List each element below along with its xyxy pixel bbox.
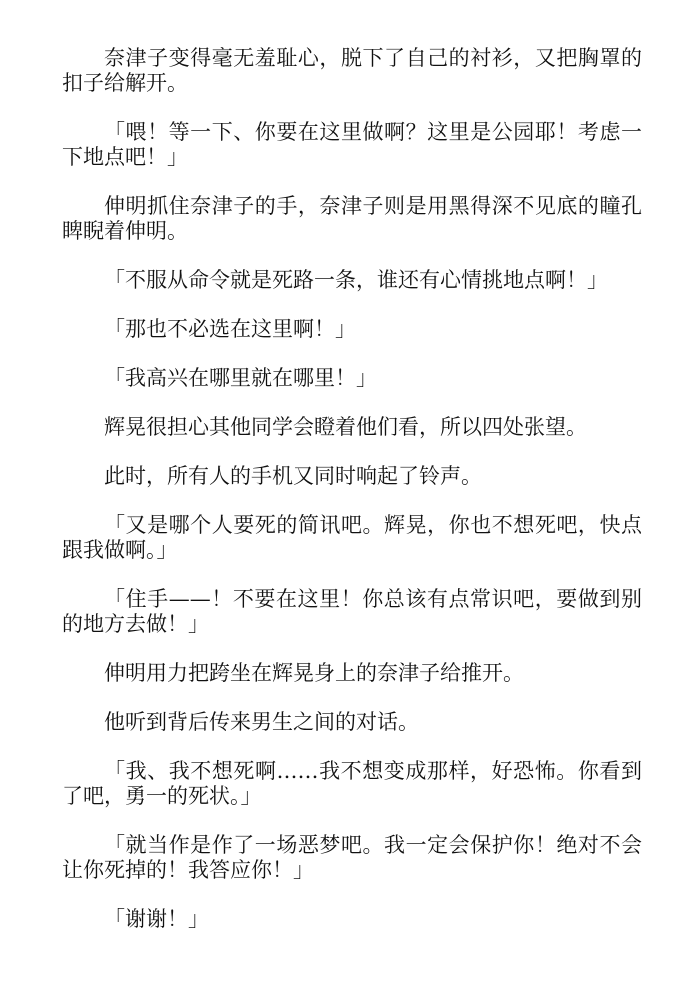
paragraph: 他听到背后传来男生之间的对话。 — [104, 710, 419, 734]
paragraph: 伸明抓住奈津子的手，奈津子则是用黑得深不见底的瞳孔睥睨着伸明。 — [62, 194, 642, 243]
novel-page — [62, 46, 642, 956]
paragraph: 「就当作是作了一场恶梦吧。我一定会保护你！绝对不会让你死掉的！我答应你！」 — [62, 833, 642, 882]
paragraph: 「又是哪个人要死的简讯吧。辉晃，你也不想死吧，快点跟我做啊。」 — [62, 513, 642, 562]
paragraph: 「喂！等一下、你要在这里做啊？这里是公园耶！考虑一下地点吧！」 — [62, 120, 642, 169]
paragraph: 奈津子变得毫无羞耻心，脱下了自己的衬衫，又把胸罩的扣子给解开。 — [62, 46, 642, 95]
paragraph: 伸明用力把跨坐在辉晃身上的奈津子给推开。 — [104, 661, 524, 685]
paragraph: 「我高兴在哪里就在哪里！」 — [104, 366, 377, 390]
paragraph: 「谢谢！」 — [104, 907, 209, 931]
paragraph: 此时，所有人的手机又同时响起了铃声。 — [104, 464, 482, 488]
paragraph: 「那也不必选在这里啊！」 — [104, 317, 356, 341]
paragraph: 「不服从命令就是死路一条，谁还有心情挑地点啊！」 — [104, 268, 608, 292]
paragraph: 辉晃很担心其他同学会瞪着他们看，所以四处张望。 — [104, 415, 587, 439]
paragraph: 「住手——！不要在这里！你总该有点常识吧，要做到别的地方去做！」 — [62, 587, 642, 636]
paragraph: 「我、我不想死啊……我不想变成那样，好恐怖。你看到了吧，勇一的死状。」 — [62, 759, 642, 808]
